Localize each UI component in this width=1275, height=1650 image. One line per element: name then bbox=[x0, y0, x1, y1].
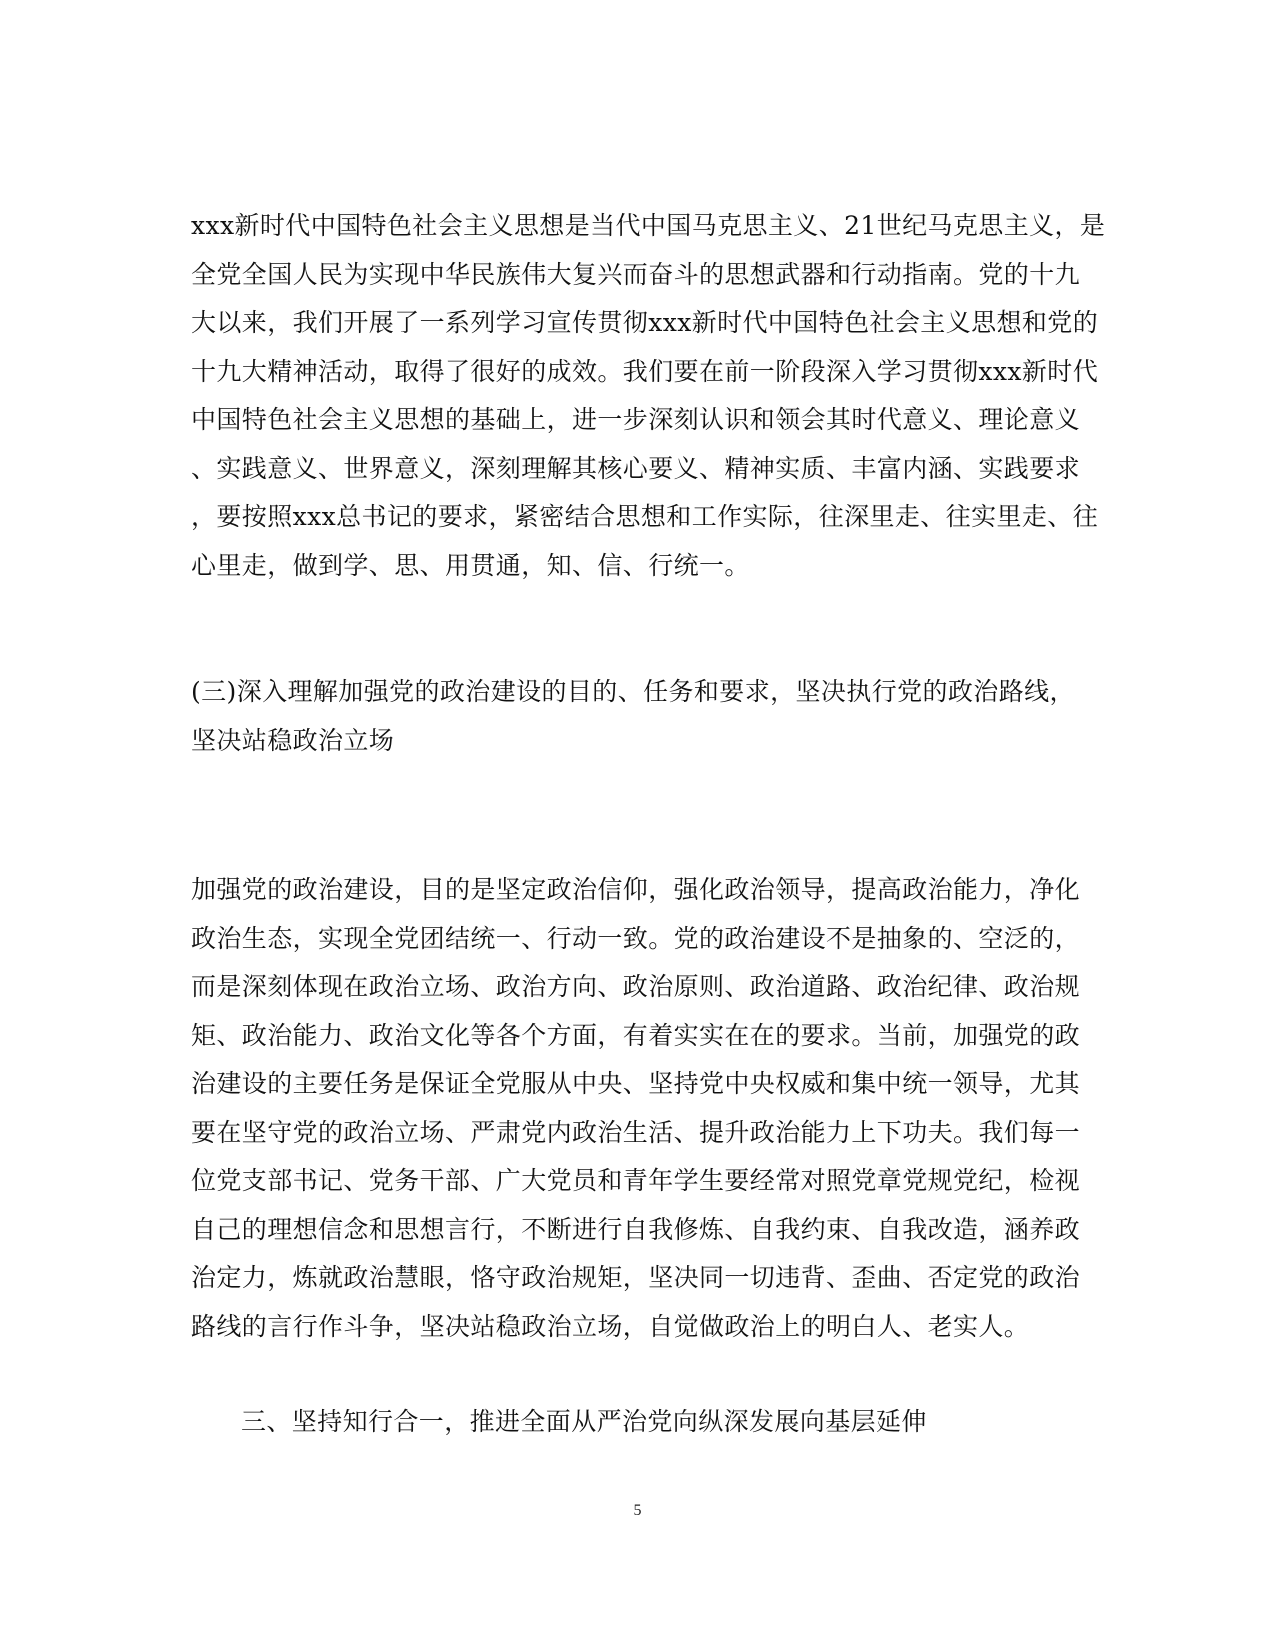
paragraph-line: ，要按照xxx总书记的要求，紧密结合思想和工作实际，往深里走、往实里走、往 bbox=[191, 502, 1099, 531]
heading-line: 坚决站稳政治立场 bbox=[191, 725, 395, 755]
paragraph-line: 而是深刻体现在政治立场、政治方向、政治原则、政治道路、政治纪律、政治规 bbox=[191, 972, 1081, 1001]
section-heading-text: 三、坚持知行合一，推进全面从严治党向纵深发展向基层延伸 bbox=[241, 1407, 927, 1436]
paragraph-xi-thought bbox=[191, 202, 1106, 590]
paragraph-political-building bbox=[191, 866, 1091, 1351]
paragraph-line: 位党支部书记、党务干部、广大党员和青年学生要经常对照党章党规党纪，检视 bbox=[191, 1166, 1081, 1195]
paragraph-line: 治定力，炼就政治慧眼，恪守政治规矩，坚决同一切违背、歪曲、否定党的政治 bbox=[191, 1263, 1081, 1292]
paragraph-line: 、实践意义、世界意义，深刻理解其核心要义、精神实质、丰富内涵、实践要求 bbox=[191, 453, 1081, 483]
paragraph-line: 加强党的政治建设，目的是坚定政治信仰，强化政治领导，提高政治能力，净化 bbox=[191, 875, 1081, 904]
page-number: 5 bbox=[633, 1502, 642, 1519]
paragraph-line: 要在坚守党的政治立场、严肃党内政治生活、提升政治能力上下功夫。我们每一 bbox=[191, 1117, 1081, 1147]
paragraph-line: xxx新时代中国特色社会主义思想是当代中国马克思主义、21世纪马克思主义，是 bbox=[191, 211, 1106, 240]
section-heading-three bbox=[241, 1398, 1141, 1447]
paragraph-line: 心里走，做到学、思、用贯通，知、信、行统一。 bbox=[191, 550, 750, 580]
paragraph-line: 十九大精神活动，取得了很好的成效。我们要在前一阶段深入学习贯彻xxx新时代 bbox=[191, 356, 1099, 386]
paragraph-line: 路线的言行作斗争，坚决站稳政治立场，自觉做政治上的明白人、老实人。 bbox=[191, 1311, 1030, 1341]
paragraph-line: 自己的理想信念和思想言行，不断进行自我修炼、自我约束、自我改造，涵养政 bbox=[191, 1214, 1081, 1244]
heading-line: (三)深入理解加强党的政治建设的目的、任务和要求，坚决执行党的政治路线， bbox=[191, 677, 1075, 706]
paragraph-line: 全党全国人民为实现中华民族伟大复兴而奋斗的思想武器和行动指南。党的十九 bbox=[191, 259, 1081, 289]
paragraph-line: 政治生态，实现全党团结统一、行动一致。党的政治建设不是抽象的、空泛的， bbox=[191, 923, 1081, 953]
paragraph-line: 中国特色社会主义思想的基础上，进一步深刻认识和领会其时代意义、理论意义 bbox=[191, 405, 1081, 434]
paragraph-line: 大以来，我们开展了一系列学习宣传贯彻xxx新时代中国特色社会主义思想和党的 bbox=[191, 308, 1099, 337]
paragraph-line: 矩、政治能力、政治文化等各个方面，有着实实在在的要求。当前，加强党的政 bbox=[191, 1020, 1081, 1050]
subsection-heading-3 bbox=[191, 668, 1091, 765]
paragraph-line: 治建设的主要任务是保证全党服从中央、坚持党中央权威和集中统一领导，尤其 bbox=[191, 1069, 1081, 1098]
